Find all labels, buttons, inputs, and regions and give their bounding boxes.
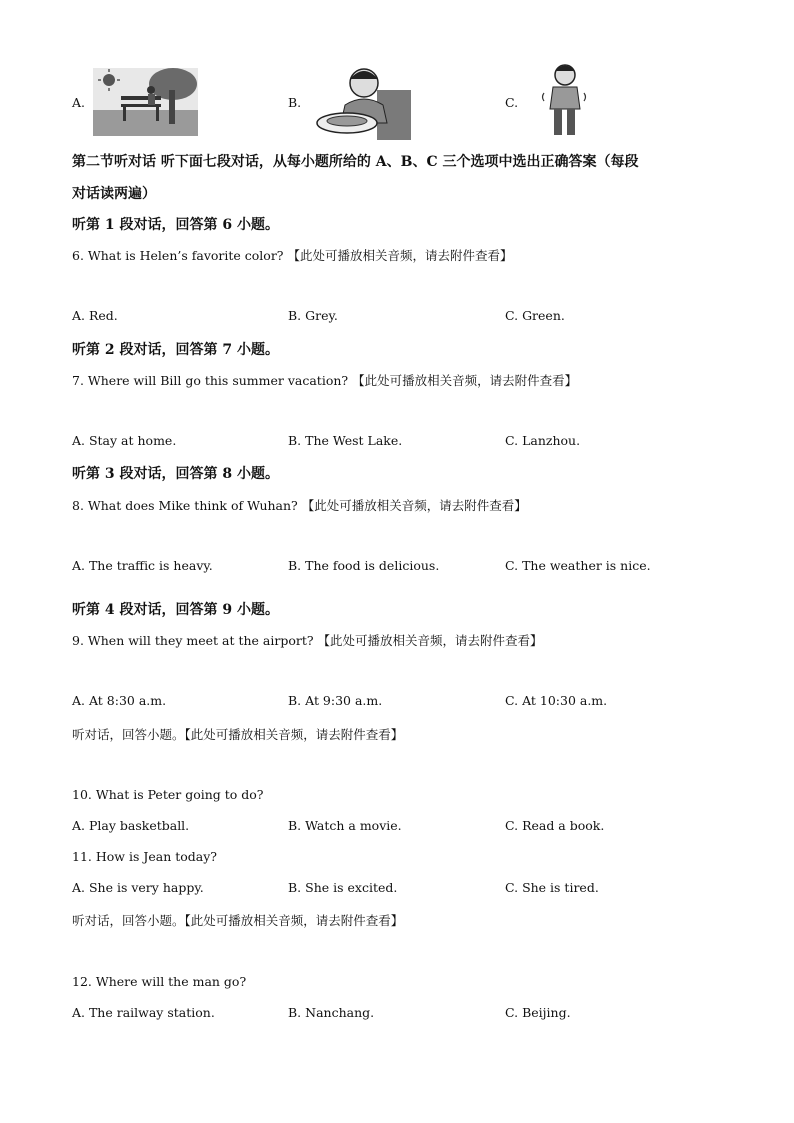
q12-option-a: A. The railway station. bbox=[72, 1005, 215, 1020]
shivering-man-picture bbox=[538, 63, 590, 139]
pic-option-a-label: A. bbox=[72, 95, 86, 110]
q6-option-b: B. Grey. bbox=[288, 308, 338, 323]
group2-intro: 听对话，回答小题。【此处可播放相关音频，请去附件查看】 bbox=[72, 913, 404, 928]
eating-fish-picture bbox=[307, 65, 411, 140]
q7-option-a: A. Stay at home. bbox=[72, 433, 177, 448]
q6-option-c: C. Green. bbox=[505, 308, 565, 323]
q11-option-c: C. She is tired. bbox=[505, 880, 599, 895]
section2-heading-line1: 第二节听对话 听下面七段对话，从每小题所给的 A、B、C 三个选项中选出正确答案（每段 bbox=[72, 154, 639, 170]
q11-option-b: B. She is excited. bbox=[288, 880, 398, 895]
q11-option-a: A. She is very happy. bbox=[72, 880, 204, 895]
pic-option-c-label: C. bbox=[505, 95, 519, 110]
q10-option-a: A. Play basketball. bbox=[72, 818, 190, 833]
question-10: 10. What is Peter going to do? bbox=[72, 787, 264, 802]
q9-option-b: B. At 9:30 a.m. bbox=[288, 693, 383, 708]
question-7: 7. Where will Bill go this summer vacation? 【此处可播放相关音频，请去附件查看】 bbox=[72, 373, 578, 388]
block4-header: 听第 4 段对话，回答第 9 小题。 bbox=[72, 602, 279, 618]
question-12: 12. Where will the man go? bbox=[72, 974, 247, 989]
q7-option-c: C. Lanzhou. bbox=[505, 433, 581, 448]
block2-header: 听第 2 段对话，回答第 7 小题。 bbox=[72, 342, 279, 358]
park-bench-picture bbox=[93, 68, 198, 136]
q9-option-a: A. At 8:30 a.m. bbox=[72, 693, 167, 708]
q12-option-c: C. Beijing. bbox=[505, 1005, 571, 1020]
question-9: 9. When will they meet at the airport? 【此处可播放相关音频，请去附件查看】 bbox=[72, 633, 543, 648]
q8-option-b: B. The food is delicious. bbox=[288, 558, 440, 573]
block1-header: 听第 1 段对话，回答第 6 小题。 bbox=[72, 217, 279, 233]
block3-header: 听第 3 段对话，回答第 8 小题。 bbox=[72, 466, 279, 482]
q9-option-c: C. At 10:30 a.m. bbox=[505, 693, 608, 708]
question-8: 8. What does Mike think of Wuhan? 【此处可播放相关音频，请去附件查看】 bbox=[72, 498, 527, 513]
group1-intro: 听对话，回答小题。【此处可播放相关音频，请去附件查看】 bbox=[72, 727, 404, 742]
question-11: 11. How is Jean today? bbox=[72, 849, 217, 864]
question-6: 6. What is Helen’s favorite color? 【此处可播放相关音频，请去附件查看】 bbox=[72, 248, 513, 263]
q8-option-a: A. The traffic is heavy. bbox=[72, 558, 213, 573]
q10-option-c: C. Read a book. bbox=[505, 818, 605, 833]
q12-option-b: B. Nanchang. bbox=[288, 1005, 375, 1020]
q8-option-c: C. The weather is nice. bbox=[505, 558, 651, 573]
section2-heading-line2: 对话读两遍） bbox=[72, 186, 156, 202]
pic-option-b-label: B. bbox=[288, 95, 302, 110]
q7-option-b: B. The West Lake. bbox=[288, 433, 403, 448]
q6-option-a: A. Red. bbox=[72, 308, 118, 323]
q10-option-b: B. Watch a movie. bbox=[288, 818, 402, 833]
